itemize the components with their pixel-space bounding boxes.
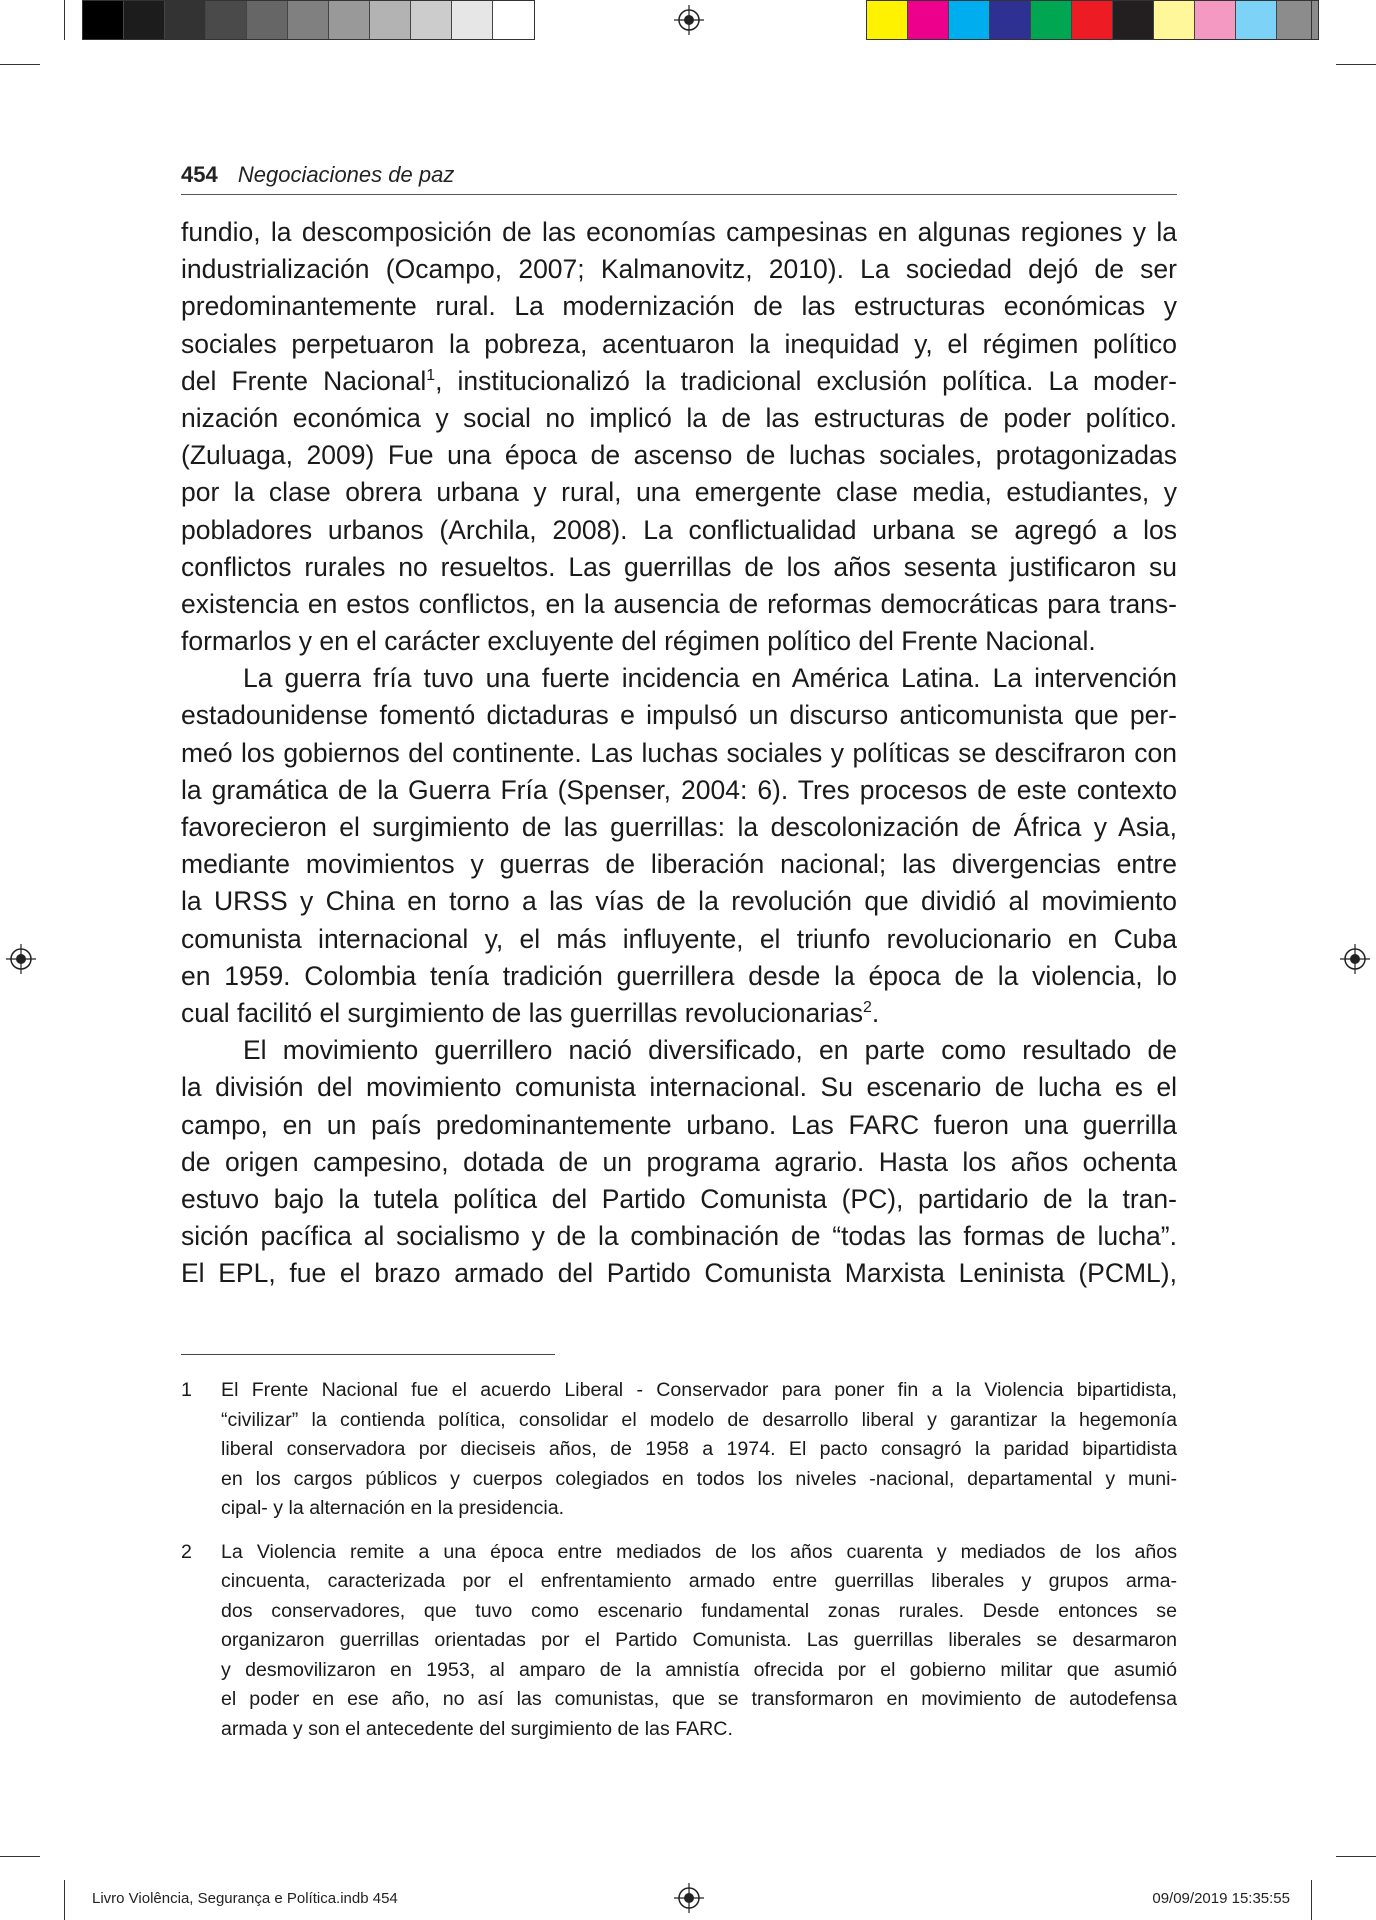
running-title: Negociaciones de paz <box>237 162 455 187</box>
crop-mark <box>0 64 40 65</box>
gray-swatch <box>493 1 534 39</box>
crop-mark <box>64 1880 65 1920</box>
text-fragment: del Frente Nacional <box>181 365 427 396</box>
gray-swatch <box>124 1 165 39</box>
text-line: campo, en un país predominantemente urbano. Las FARC fueron una guerrilla <box>181 1109 1177 1140</box>
footnote-divider <box>181 1354 555 1355</box>
color-swatch <box>990 1 1031 39</box>
text-line: de origen campesino, dotada de un programa agrario. Hasta los años ochenta <box>181 1146 1177 1177</box>
text-line: la gramática de la Guerra Fría (Spenser, 2004: 6). Tres procesos de este contexto <box>181 774 1177 805</box>
color-swatch <box>1195 1 1236 39</box>
text-line: estuvo bajo la tutela política del Partido Comunista (PC), partidario de la tran- <box>181 1183 1177 1214</box>
running-header <box>181 162 1177 195</box>
text-line: industrialización (Ocampo, 2007; Kalmanovitz, 2010). La sociedad dejó de ser <box>181 254 1177 285</box>
color-swatch <box>908 1 949 39</box>
text-line: conflictos rurales no resueltos. Las guerrillas de los años sesenta justificaron su <box>181 551 1177 582</box>
text-line: nización económica y social no implicó la de las estructuras de poder político. <box>181 402 1177 433</box>
text-line: El movimiento guerrillero nació diversificado, en parte como resultado de <box>243 1035 1177 1066</box>
text-fragment: , institucionalizó la tradicional exclusión política. La moder- <box>435 365 1177 396</box>
gray-swatch <box>165 1 206 39</box>
footnote-ref-2[interactable]: 2 <box>862 999 872 1017</box>
slug-filename: Livro Violência, Segurança e Política.indb 454 <box>92 1890 398 1907</box>
crop-mark <box>64 0 65 40</box>
gray-swatch <box>288 1 329 39</box>
footnote-number: 2 <box>181 1540 192 1563</box>
crop-mark <box>1311 0 1312 40</box>
text-line: la URSS y China en torno a las vías de la revolución que dividió al movimiento <box>181 886 1177 917</box>
text-line: El EPL, fue el brazo armado del Partido Comunista Marxista Leninista (PCML), <box>181 1258 1177 1289</box>
text-fragment: . <box>871 997 880 1028</box>
gray-swatch <box>329 1 370 39</box>
footnote-line: “civilizar” la contienda política, consolidar el modelo de desarrollo liberal y garantizar la hegemonía <box>221 1408 1177 1431</box>
text-line: (Zuluaga, 2009) Fue una época de ascenso de luchas sociales, protagonizadas <box>181 440 1177 471</box>
text-fragment: cual facilitó el surgimiento de las guerrillas revolucionarias <box>181 997 863 1028</box>
color-swatch <box>867 1 908 39</box>
text-line: meó los gobiernos del continente. Las luchas sociales y políticas se descifraron con <box>181 737 1177 768</box>
registration-mark-icon <box>674 1883 704 1913</box>
footnote-line: El Frente Nacional fue el acuerdo Liberal - Conservador para poner fin a la Violencia bipartidista, <box>221 1379 1177 1401</box>
footnote-line: en los cargos públicos y cuerpos colegiados en todos los niveles -nacional, departamental y muni- <box>221 1467 1177 1490</box>
footnote-line: organizaron guerrillas orientadas por el Partido Comunista. Las guerrillas liberales se desarmaron <box>221 1629 1177 1651</box>
text-line: en 1959. Colombia tenía tradición guerrillera desde la época de la violencia, lo <box>181 960 1177 991</box>
text-line: sociales perpetuaron la pobreza, acentuaron la inequidad y, el régimen político <box>181 328 1177 359</box>
crop-mark <box>1336 64 1376 65</box>
text-line: pobladores urbanos (Archila, 2008). La conflictualidad urbana se agregó a los <box>181 514 1177 545</box>
registration-mark-icon <box>674 5 704 35</box>
registration-mark-icon <box>6 944 36 974</box>
footnote-line: liberal conservadora por dieciseis años, de 1958 a 1974. El pacto consagró la paridad bipartidista <box>221 1438 1177 1460</box>
footnote-line: y desmovilizaron en 1953, al amparo de la amnistía ofrecida por el gobierno militar que asumió <box>221 1658 1177 1681</box>
footnotes <box>181 1376 1177 1758</box>
gray-swatch <box>370 1 411 39</box>
crop-mark <box>1311 1880 1312 1920</box>
color-swatch <box>1072 1 1113 39</box>
color-swatch <box>1236 1 1277 39</box>
text-line: favorecieron el surgimiento de las guerrillas: la descolonización de África y Asia, <box>181 812 1177 842</box>
text-line <box>181 995 1177 1032</box>
crop-mark <box>1336 1856 1376 1857</box>
text-line: por la clase obrera urbana y rural, una emergente clase media, estudiantes, y <box>181 477 1177 508</box>
text-line: estadounidense fomentó dictaduras e impulsó un discurso anticomunista que per- <box>181 700 1177 731</box>
text-line: predominantemente rural. La modernización de las estructuras económicas y <box>181 291 1177 322</box>
footnote-2 <box>181 1538 1177 1745</box>
text-line: la división del movimiento comunista internacional. Su escenario de lucha es el <box>181 1072 1177 1103</box>
color-swatch <box>949 1 990 39</box>
page-number: 454 <box>181 162 218 187</box>
footnote-line: el poder en ese año, no así las comunistas, que se transformaron en movimiento de autodefensa <box>221 1688 1177 1710</box>
text-line: sición pacífica al socialismo y de la combinación de “todas las formas de lucha”. <box>181 1221 1177 1252</box>
process-color-bar <box>866 0 1319 40</box>
gray-swatch <box>206 1 247 39</box>
body-text <box>181 214 1177 1292</box>
grayscale-color-bar <box>82 0 535 40</box>
text-line: formarlos y en el carácter excluyente del régimen político del Frente Nacional. <box>181 626 1096 657</box>
gray-swatch <box>411 1 452 39</box>
color-swatch <box>1154 1 1195 39</box>
crop-mark <box>0 1856 40 1857</box>
footnote-ref-1[interactable]: 1 <box>426 366 436 384</box>
text-line: existencia en estos conflictos, en la ausencia de reformas democráticas para trans- <box>181 588 1177 619</box>
text-line: mediante movimientos y guerras de liberación nacional; las divergencias entre <box>181 849 1177 880</box>
gray-swatch <box>452 1 493 39</box>
slug-timestamp: 09/09/2019 15:35:55 <box>1152 1890 1290 1907</box>
footnote-line: cipal- y la alternación en la presidencia. <box>221 1497 565 1519</box>
color-swatch <box>1113 1 1154 39</box>
gray-swatch <box>247 1 288 39</box>
text-line: La guerra fría tuvo una fuerte incidencia en América Latina. La intervención <box>243 663 1177 694</box>
footnote-line: cincuenta, caracterizada por el enfrentamiento armado entre guerrillas liberales y grupos arma- <box>221 1570 1177 1592</box>
footnote-number: 1 <box>181 1379 192 1401</box>
text-line <box>181 363 1177 400</box>
color-swatch <box>1031 1 1072 39</box>
text-line: comunista internacional y, el más influyente, el triunfo revolucionario en Cuba <box>181 923 1177 954</box>
footnote-line: armada y son el antecedente del surgimiento de las FARC. <box>221 1717 733 1740</box>
registration-mark-icon <box>1340 944 1370 974</box>
footnote-line: La Violencia remite a una época entre mediados de los años cuarenta y mediados de los años <box>221 1540 1177 1563</box>
gray-swatch <box>83 1 124 39</box>
footnote-line: dos conservadores, que tuvo como escenario fundamental zonas rurales. Desde entonces se <box>221 1599 1177 1622</box>
text-line: fundio, la descomposición de las economías campesinas en algunas regiones y la <box>181 217 1177 247</box>
footnote-1 <box>181 1376 1177 1524</box>
